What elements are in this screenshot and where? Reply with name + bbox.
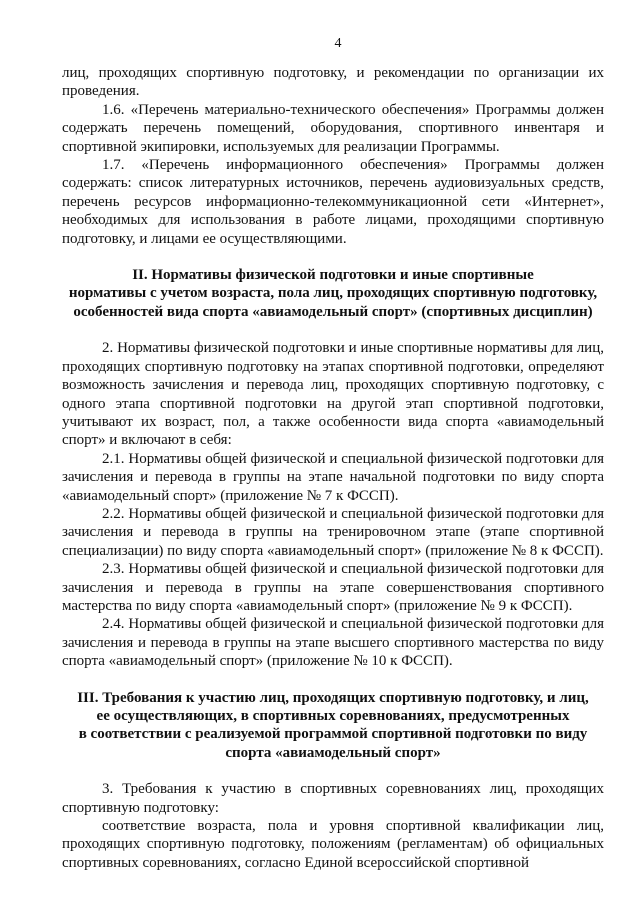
- paragraph-1-6: 1.6. «Перечень материально-технического обеспечения» Программы должен содержать перечень помещений, оборудования, спортивного инвентаря и спортивной экипировки, используемых для реализации Программы.: [62, 101, 604, 155]
- paragraph-2-3: 2.3. Нормативы общей физической и специальной физической подготовки для зачисления и перевода в группы на этапе совершенствования спортивного мастерства по виду спорта «авиамодельный спорт» (приложение № 9 к ФССП).: [62, 561, 604, 614]
- paragraph-2-2: 2.2. Нормативы общей физической и специальной физической подготовки для зачисления и перевода в группы на тренировочном этапе (этапе спортивной специализации) по виду спорта «авиамодельный спорт» (приложение № 8 к ФССП).: [62, 505, 604, 559]
- spacer: [62, 248, 604, 266]
- page-number: 4: [334, 36, 342, 51]
- section-3-heading-line: III. Требования к участию лиц, проходящих спортивную подготовку, и лиц,: [77, 689, 589, 706]
- section-3-heading-line: спорта «авиамодельный спорт»: [225, 744, 441, 761]
- paragraph-1-7: 1.7. «Перечень информационного обеспечения» Программы должен содержать: список литературных источников, перечень аудиовизуальных средств, перечень ресурсов информационно-телекоммуникационной сети «Интернет», необходимых для использования в работе лицами, проходящими спортивную подготовку, и лицами ее осуществляющими.: [62, 157, 604, 247]
- section-3-heading-line: ее осуществляющих, в спортивных соревнованиях, предусмотренных: [96, 708, 570, 724]
- spacer: [62, 671, 604, 689]
- paragraph-2: 2. Нормативы физической подготовки и иные спортивные нормативы для лиц, проходящих спортивную подготовку на этапах спортивной подготовки, определяют возможность зачисления и перевода лиц, проходящих спортивную подготовку, с одного этапа спортивной подготовки на другой этап спортивной подготовки, учитывают их возраст, пол, а также особенности вида спорта «авиамодельный спорт» и включают в себя:: [62, 340, 604, 449]
- section-2-heading-line: II. Нормативы физической подготовки и иные спортивные: [132, 267, 534, 284]
- section-2-heading: [62, 266, 604, 321]
- spacer: [62, 762, 604, 780]
- paragraph-3-item: соответствие возраста, пола и уровня спортивной квалификации лиц, проходящих спортивную подготовку, положениям (регламентам) об официальных спортивных соревнованиях, согласно Единой всероссийской спортивной: [62, 818, 604, 871]
- paragraph-2-4: 2.4. Нормативы общей физической и специальной физической подготовки для зачисления и перевода в группы на этапе высшего спортивного мастерства по виду спорта «авиамодельный спорт» (приложение № 10 к ФССП).: [62, 616, 604, 670]
- paragraph-2-1: 2.1. Нормативы общей физической и специальной физической подготовки для зачисления и перевода в группы на этапе начальной подготовки по виду спорта «авиамодельный спорт» (приложение № 7 к ФССП).: [62, 450, 604, 504]
- section-3-heading-line: в соответствии с реализуемой программой спортивной подготовки по виду: [78, 726, 588, 743]
- section-2-heading-line: нормативы с учетом возраста, пола лиц, проходящих спортивную подготовку,: [68, 285, 598, 302]
- section-2-heading-line: особенностей вида спорта «авиамодельный спорт» (спортивных дисциплин): [73, 303, 593, 320]
- spacer: [62, 321, 604, 339]
- section-3-heading: [62, 689, 604, 763]
- paragraph-3: 3. Требования к участию в спортивных соревнованиях лиц, проходящих спортивную подготовку:: [62, 781, 604, 816]
- paragraph-continuation: лиц, проходящих спортивную подготовку, и рекомендации по организации их проведения.: [62, 65, 604, 100]
